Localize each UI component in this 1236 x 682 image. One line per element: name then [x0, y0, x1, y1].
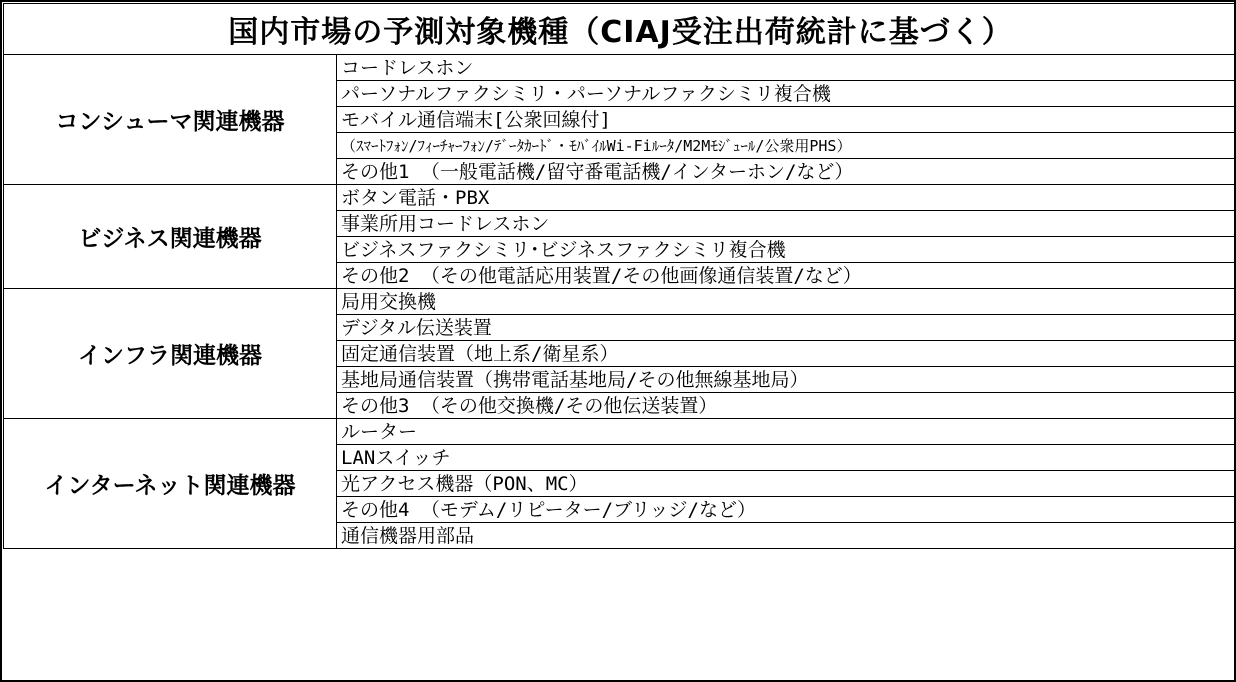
table-row — [4, 289, 1236, 315]
table-title: 国内市場の予測対象機種（CIAJ受注出荷統計に基づく） — [4, 4, 1236, 55]
group-infrastructure: インフラ関連機器 — [4, 289, 337, 419]
list-item: その他1 （一般電話機/留守番電話機/インターホン/など） — [337, 159, 1236, 185]
list-item: LANスイッチ — [337, 445, 1236, 471]
list-item: デジタル伝送装置 — [337, 315, 1236, 341]
title-row — [4, 4, 1236, 55]
list-item: その他3 （その他交換機/その他伝送装置） — [337, 393, 1236, 419]
list-item: （ｽﾏｰﾄﾌｫﾝ/ﾌｨｰﾁｬｰﾌｫﾝ/ﾃﾞｰﾀｶｰﾄﾞ・ﾓﾊﾞｲﾙWi-Fiﾙｰﾀ/M2Mﾓｼﾞｭｰﾙ/公衆用PHS） — [337, 133, 1236, 159]
list-item: ボタン電話・PBX — [337, 185, 1236, 211]
table-row — [4, 419, 1236, 445]
list-item: コードレスホン — [337, 55, 1236, 81]
list-item: ルーター — [337, 419, 1236, 445]
list-item: ビジネスファクシミリ･ビジネスファクシミリ複合機 — [337, 237, 1236, 263]
table-row — [4, 55, 1236, 81]
list-item: モバイル通信端末[公衆回線付] — [337, 107, 1236, 133]
list-item: パーソナルファクシミリ・パーソナルファクシミリ複合機 — [337, 81, 1236, 107]
list-item: 固定通信装置（地上系/衛星系） — [337, 341, 1236, 367]
list-item: 光アクセス機器（PON、MC） — [337, 471, 1236, 497]
group-internet: インターネット関連機器 — [4, 419, 337, 549]
list-item: その他4 （モデム/リピーター/ブリッジ/など） — [337, 497, 1236, 523]
list-item: 通信機器用部品 — [337, 523, 1236, 549]
list-item: 基地局通信装置（携帯電話基地局/その他無線基地局） — [337, 367, 1236, 393]
group-business: ビジネス関連機器 — [4, 185, 337, 289]
list-item: 局用交換機 — [337, 289, 1236, 315]
list-item: 事業所用コードレスホン — [337, 211, 1236, 237]
list-item: その他2 （その他電話応用装置/その他画像通信装置/など） — [337, 263, 1236, 289]
forecast-category-table — [3, 3, 1236, 549]
group-consumer: コンシューマ関連機器 — [4, 55, 337, 185]
table-row — [4, 185, 1236, 211]
